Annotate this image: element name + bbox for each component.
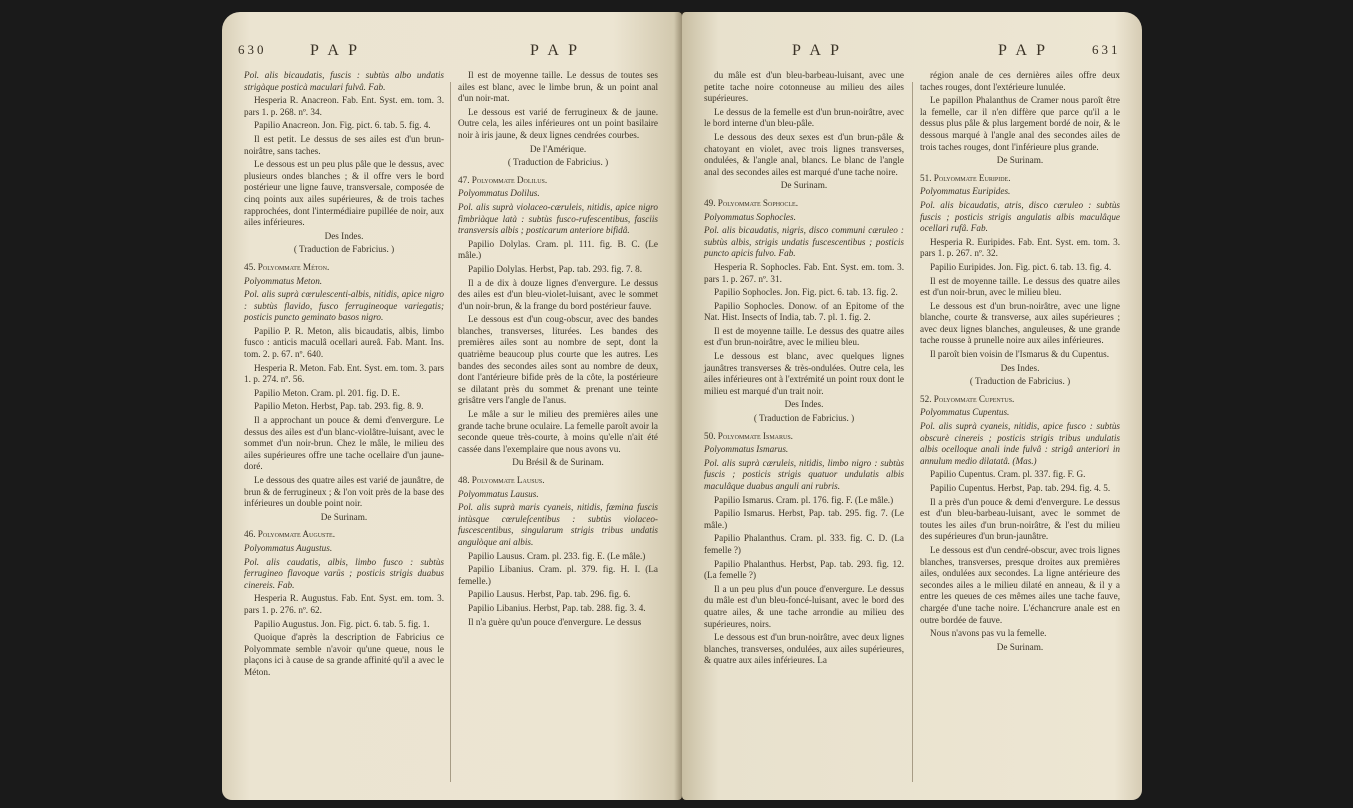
paragraph: De Surinam.	[780, 180, 828, 191]
paragraph: Il est de moyenne taille. Le dessus de toutes ses ailes est blanc, avec le limbe brun, & un point anal d'un noir-mat.	[458, 70, 658, 104]
page-number-left: 630	[238, 42, 267, 57]
paragraph: Papilio Libanius. Cram. pl. 379. fig. H. I. (La femelle.)	[458, 564, 658, 586]
column-rule	[450, 82, 451, 782]
paragraph: Hesperia R. Sophocles. Fab. Ent. Syst. em. tom. 3. pars 1. p. 267. nº. 31.	[704, 261, 904, 284]
paragraph: Papilio Augustus. Jon. Fig. pict. 6. tab. 5. fig. 1.	[254, 618, 430, 629]
paragraph: Il est de moyenne taille. Le dessus des quatre ailes est d'un noir-brun, avec le milieu bleu.	[920, 275, 1120, 298]
paragraph: Papilio Lausus. Cram. pl. 233. fig. E. (Le mâle.)	[468, 550, 646, 561]
paragraph: Le dessous est varié de ferrugineux & de jaune. Outre cela, les ailes inférieures ont un point basilaire noir à iris jaune, & deux lignes cendrées courbes.	[458, 106, 658, 140]
paragraph: 49. Polyommate Sophocle.	[704, 197, 798, 208]
paragraph: du mâle est d'un bleu-barbeau-luisant, avec une petite tache noire cotonneuse au milieu des ailes supérieures.	[704, 70, 904, 104]
paragraph: De l'Amérique.	[529, 143, 587, 154]
paragraph: région anale de ces dernières ailes offre deux taches rouges, dont l'extérieure lunulée.	[920, 70, 1120, 92]
paragraph: Du Brésil & de Surinam.	[512, 457, 604, 468]
paragraph: Il a de dix à douze lignes d'envergure. Le dessus des ailes est d'un bleu-violet-luisant, avec le sommet d'un noir-brun, & la frange du bord postérieur fauve.	[458, 277, 658, 311]
paragraph: De Surinam.	[996, 641, 1044, 652]
paragraph: Polyommatus Dolilus.	[458, 188, 540, 199]
paragraph: De Surinam.	[320, 511, 368, 522]
paragraph: Pol. alis caudatis, albis, limbo fusco : subtùs ferrugineo flavoque varüs ; posticis strigis duabus cinereis. Fab.	[244, 556, 444, 590]
paragraph: Le dessous des deux sexes est d'un brun-pâle & chatoyant en violet, avec trois lignes transverses, ondulées, & l'angle anal, blancs. Le blanc de l'angle anal des secondes ailes est marqué d'une tache noire.	[704, 131, 904, 177]
paragraph: Polyommatus Augustus.	[244, 542, 333, 553]
paragraph: Papilio Phalanthus. Cram. pl. 333. fig. C. D. (La femelle ?)	[704, 533, 904, 555]
paragraph: Hesperia R. Euripides. Fab. Ent. Syst. em. tom. 3. pars 1. p. 267. nº. 32.	[920, 236, 1120, 259]
paragraph: 48. Polyommate Lausus.	[458, 475, 545, 485]
paragraph: Des Indes.	[784, 399, 824, 410]
paragraph: 45. Polyommate Méton.	[244, 261, 330, 272]
paragraph: Papilio Libanius. Herbst, Pap. tab. 288. fig. 3. 4.	[468, 602, 646, 613]
paragraph: 50. Polyommate Ismarus.	[704, 430, 793, 441]
paragraph: Pol. alis suprà violaceo-cæruleis, nitidis, apice nigro fimbriàque latà : subtùs fusco-rufescentibus, fasciis transversis albis ; posticarum anteriore bifidâ.	[458, 201, 658, 236]
right-page	[682, 12, 1142, 800]
paragraph: Il paroît bien voisin de l'Ismarus & du Cupentus.	[930, 349, 1110, 360]
paragraph: Nous n'avons pas vu la femelle.	[930, 628, 1047, 639]
paragraph: Polyommatus Sophocles.	[704, 211, 796, 222]
paragraph: Pol. alis bicaudatis, atris, disco cæruleo : subtùs fuscis ; posticis strigis angulatis albis maculâque ocellari rufâ. Fab.	[920, 199, 1120, 234]
paragraph: Papilio Cupentus. Herbst, Pap. tab. 294. fig. 4. 5.	[930, 483, 1111, 493]
page-number-right: 631	[1092, 42, 1121, 57]
text-column-2	[458, 70, 658, 630]
paragraph: Le dessous des quatre ailes est varié de jaunâtre, de brun & de ferrugineux ; & l'on voit près de la base des inférieures un double point noir.	[244, 475, 444, 509]
paragraph: ( Traduction de Fabricius. )	[507, 157, 609, 168]
paragraph: Pol. alis suprà maris cyaneis, nitidis, fæmina fuscis intùsque cœruleſcentibus : subtùs violaceo-fuscescentibus, singularum strigis tribus undatis angulòque ani albis.	[458, 502, 658, 547]
running-head-left-b: P A P	[530, 42, 580, 59]
paragraph: Il a un peu plus d'un pouce d'envergure. Le dessus du mâle est d'un bleu-foncé-luisant, avec le bord des quatre ailes, & une tache arrondie au milieu des supérieures, noirs.	[704, 583, 904, 629]
paragraph: Papilio Lausus. Herbst, Pap. tab. 296. fig. 6.	[468, 589, 631, 600]
paragraph: Pol. alis bicaudatis, fuscis : subtùs albo undatis strigàque posticà maculari fulvâ. Fab.	[244, 70, 444, 92]
paragraph: Pol. alis suprà cæruleis, nitidis, limbo nigro : subtùs fuscis ; posticis strigis quatuor undulatis albis maculâque duabus anguli ani rubris.	[704, 457, 904, 491]
text-column-4	[920, 70, 1120, 655]
paragraph: Le dessous est un peu plus pâle que le dessus, avec plusieurs ondes blanches ; & il offre vers le bord postérieur une ligne fauve, transversale, composée de cinq points aux ailes supérieures, & de trois taches rapprochées, dont l'intermédiaire pupillée de noir, aux ailes inférieures.	[244, 159, 444, 228]
paragraph: 46. Polyommate Auguste.	[244, 529, 336, 540]
paragraph: Le dessus de la femelle est d'un brun-noirâtre, avec le bord interne d'un bleu-pâle.	[704, 106, 904, 129]
left-page	[222, 12, 682, 800]
paragraph: ( Traduction de Fabricius. )	[293, 244, 395, 255]
running-head-left-a: P A P	[310, 42, 360, 59]
paragraph: ( Traduction de Fabricius. )	[969, 376, 1071, 387]
paragraph: Quoique d'après la description de Fabricius ce Polyommate semble n'avoir qu'une queue, nous le plaçons ici à cause de sa grande affinité qu'il a avec le Méton.	[244, 632, 444, 677]
paragraph: Papilio Cupentus. Cram. pl. 337. fig. F. G.	[930, 469, 1086, 480]
paragraph: Polyommatus Meton.	[244, 275, 323, 286]
paragraph: Des Indes.	[1000, 362, 1040, 373]
paragraph: Papilio Dolylas. Herbst, Pap. tab. 293. fig. 7. 8.	[468, 263, 643, 274]
paragraph: Il n'a guère qu'un pouce d'envergure. Le dessus	[468, 616, 642, 627]
paragraph: Il est petit. Le dessus de ses ailes est d'un brun-noirâtre, sans taches.	[244, 133, 444, 156]
paragraph: Polyommatus Cupentus.	[920, 407, 1010, 418]
paragraph: 47. Polyommate Dolilus.	[458, 174, 548, 185]
paragraph: Le dessous est d'un cendré-obscur, avec trois lignes blanches, transverses, presque droites aux premières ailes, ondulées aux secondes. La ligne antérieure des secondes ailes a le milieu dilaté en anneau, & il y a entre les queues de ces mêmes ailes une tache fauve, chargée d'une tache noire. L'échancrure anale est en outre bordée de fauve.	[920, 544, 1120, 625]
paragraph: Le dessous est d'un coug-obscur, avec des bandes blanches, transverses, liturées. Les bandes des premières ailes sont au nombre de sept, dont la quatrième beaucoup plus courte que les autres. Les bandes des secondes ailes sont au nombre de deux, dont l'antérieure bifide près de la côte, la postérieure se dilatant près du sommet & prenant une teinte grisâtre vers l'angle de l'anus.	[458, 314, 658, 406]
paragraph: Hesperia R. Augustus. Fab. Ent. Syst. em. tom. 3. pars 1. p. 276. nº. 62.	[244, 593, 444, 615]
open-book	[222, 12, 1142, 800]
paragraph: Il a approchant un pouce & demi d'envergure. Le dessus des ailes est d'un blanc-violâtre-luisant, avec le sommet d'un noir-brun. Chez le mâle, le milieu des ailes supérieures offre une tache ocellaire d'un jaune-doré.	[244, 415, 444, 472]
paragraph: Pol. alis suprà cyaneis, nitidis, apice fusco : subtùs obscurè cinereis ; posticis strigis tribus undulatis albis ocelloque anali inde fulvâ : strigâ anteriori in annulum medio dilatatâ. (Mas.)	[920, 421, 1120, 466]
paragraph: Le dessous est d'un brun-noirâtre, avec deux lignes blanches, transverses, ondulées, aux ailes supérieures, & quatre aux ailes inférieures. La	[704, 632, 904, 666]
paragraph: 51. Polyommate Euripide.	[920, 172, 1011, 183]
running-head-right-a: P A P	[792, 42, 842, 59]
paragraph: Polyommatus Euripides.	[920, 186, 1011, 197]
paragraph: De Surinam.	[996, 155, 1044, 166]
text-column-1	[244, 70, 444, 681]
paragraph: Papilio Ismarus. Herbst, Pap. tab. 295. fig. 7. (Le mâle.)	[704, 508, 904, 530]
paragraph: Hesperia R. Meton. Fab. Ent. Syst. em. tom. 3. pars 1. p. 274. nº. 56.	[244, 362, 444, 385]
paragraph: Papilio Euripides. Jon. Fig. pict. 6. tab. 13. fig. 4.	[930, 261, 1112, 272]
paragraph: Polyommatus Ismarus.	[704, 444, 789, 455]
column-rule	[912, 82, 913, 782]
paragraph: Papilio Ismarus. Cram. pl. 176. fig. F. (Le mâle.)	[714, 494, 894, 505]
paragraph: Le dessous est blanc, avec quelques lignes jaunâtres transverses & très-ondulées. Outre cela, les ailes inférieures ont à l'extrémité un point roux dont le milieu est marqué d'un trait noir.	[704, 351, 904, 396]
paragraph: Pol. alis bicaudatis, nigris, disco communi cæruleo : subtùs albis, strigis undatis fuscescentibus ; posticis puncto apicis fulvo. Fab.	[704, 225, 904, 259]
text-column-3	[704, 70, 904, 669]
running-head-right-b: P A P	[998, 42, 1048, 59]
paragraph: Des Indes.	[324, 230, 364, 241]
paragraph: Polyommatus Lausus.	[458, 488, 539, 499]
paragraph: Le papillon Phalanthus de Cramer nous paroît être la femelle, car il n'en diffère que parce qu'il a le dessus plus pâle & plus largement bordé de noir, & le dessous marqué à l'angle anal des secondes ailes de trois taches rouges, dont l'inférieure plus grande.	[920, 95, 1120, 152]
paragraph: Papilio Sophocles. Donow. of an Epitome of the Nat. Hist. Insects of India, tab. 7. pl. 1. fig. 2.	[704, 300, 904, 323]
paragraph: Le dessous est d'un brun-noirâtre, avec une ligne blanche, courte & transverse, aux ailes supérieures ; avec deux lignes blanches, anguleuses, & une grande tache rousse à prunelle noire aux ailes inférieures.	[920, 300, 1120, 346]
paragraph: Il a près d'un pouce & demi d'envergure. Le dessus est d'un bleu-barbeau-luisant, avec le sommet de toutes les ailes d'un brun-noirâtre, & l'est du milieu des supérieures d'un brun-jaunâtre.	[920, 496, 1120, 542]
paragraph: Papilio Meton. Cram. pl. 201. fig. D. E.	[254, 387, 400, 398]
paragraph: ( Traduction de Fabricius. )	[753, 413, 855, 424]
paragraph: Papilio Sophocles. Jon. Fig. pict. 6. tab. 13. fig. 2.	[714, 287, 898, 298]
paragraph: Papilio Anacreon. Jon. Fig. pict. 6. tab. 5. fig. 4.	[254, 120, 431, 131]
paragraph: Papilio Meton. Herbst, Pap. tab. 293. fig. 8. 9.	[254, 401, 424, 412]
paragraph: Papilio Phalanthus. Herbst, Pap. tab. 293. fig. 12. (La femelle ?)	[704, 558, 904, 581]
paragraph: Papilio Dolylas. Cram. pl. 111. fig. B. C. (Le mâle.)	[458, 238, 658, 261]
paragraph: Pol. alis suprà cœrulescenti-albis, nitidis, apice nigro : subtùs flavido, fusco ferrugineoque variegatis; posticis puncto geminato basos nigro.	[244, 289, 444, 323]
paragraph: Le mâle a sur le milieu des premières ailes une grande tache brune oculaire. La femelle paroît avoir la seconde queue très-courte, à moins qu'elle n'ait été cassée dans l'exemplaire que nous avons vu.	[458, 409, 658, 454]
paragraph: Il est de moyenne taille. Le dessus des quatre ailes est d'un brun-noirâtre, avec le milieu bleu.	[704, 325, 904, 348]
paragraph: Hesperia R. Anacreon. Fab. Ent. Syst. em. tom. 3. pars 1. p. 268. nº. 34.	[244, 95, 444, 117]
paragraph: Papilio P. R. Meton, alis bicaudatis, albis, limbo fusco : anticis maculâ ocellari aureâ. Fab. Mant. Ins. tom. 2. p. 67. nº. 640.	[244, 325, 444, 360]
paragraph: 52. Polyommate Cupentus.	[920, 393, 1015, 404]
